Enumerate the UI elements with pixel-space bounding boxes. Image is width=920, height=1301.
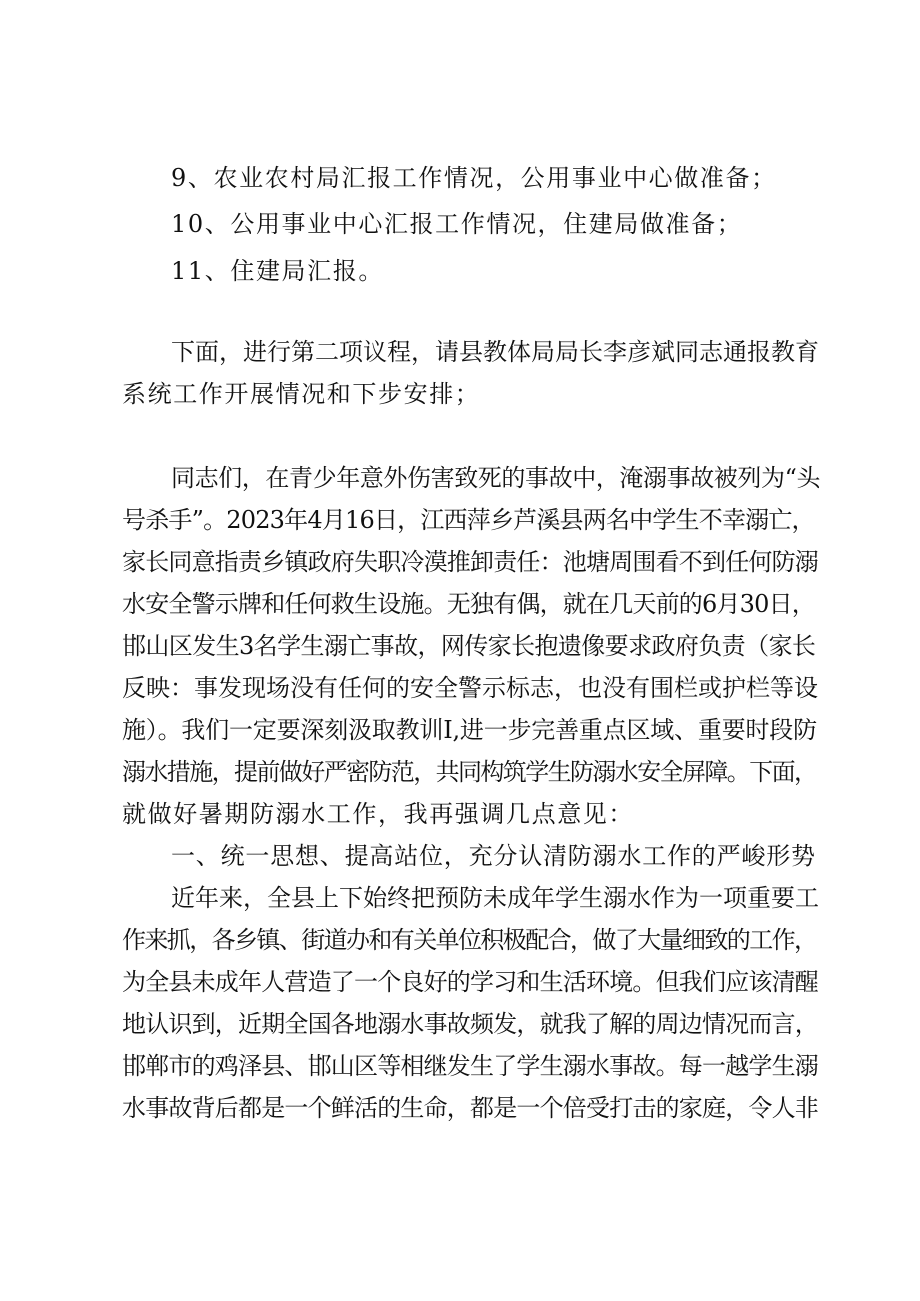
paragraph-line: 家长同意指责乡镇政府失职冷漠推卸责任：池塘周围看不到任何防溺 [122,548,818,576]
paragraph-line: 近年来，全县上下始终把预防未成年学生溺水作为一项重要工 [171,884,819,912]
agenda-item-11: 11、住建局汇报。 [171,257,384,285]
paragraph-line: 系统工作开展情况和下步安排； [122,380,481,408]
paragraph-line: 同志们，在青少年意外伤害致死的事故中，淹溺事故被列为“头 [171,464,821,492]
paragraph-line: 施）。我们一定要深刻汲取教训I,进一步完善重点区域、重要时段防 [122,716,817,744]
paragraph-line: 号杀手”。2023年4月16日，江西萍乡芦溪县两名中学生不幸溺亡， [122,506,815,534]
paragraph-line: 溺水措施，提前做好严密防范，共同构筑学生防溺水安全屏障。下面， [122,758,817,786]
agenda-item-9: 9、农业农村局汇报工作情况，公用事业中心做准备； [171,164,777,192]
paragraph-line: 水事故背后都是一个鲜活的生命，都是一个倍受打击的家庭，令人非 [122,1094,818,1122]
paragraph-line: 水安全警示牌和任何救生设施。无独有偶，就在几天前的6月30日， [122,590,816,618]
section-heading: 一、统一思想、提高站位，充分认清防溺水工作的严峻形势 [171,842,816,870]
paragraph-line: 邯山区发生3名学生溺亡事故，网传家长抱遗像要求政府负责（家长 [122,632,816,660]
agenda-item-10: 10、公用事业中心汇报工作情况，住建局做准备； [171,210,743,238]
paragraph-line: 反映：事发现场没有任何的安全警示标志，也没有围栏或护栏等设 [122,674,818,702]
paragraph-line: 邯郸市的鸡泽县、邯山区等相继发生了学生溺水事故。每一越学生溺 [122,1052,818,1080]
paragraph-line: 下面，进行第二项议程，请县教体局局长李彦斌同志通报教育 [171,338,819,366]
paragraph-line: 作来抓，各乡镇、街道办和有关单位积极配合，做了大量细致的工作， [122,926,817,954]
paragraph-line: 就做好暑期防溺水工作，我再强调几点意见： [122,800,634,828]
paragraph-line: 为全县未成年人营造了一个良好的学习和生活环境。但我们应该清醒 [122,968,818,996]
paragraph-line: 地认识到，近期全国各地溺水事故频发，就我了解的周边情况而言， [122,1010,818,1038]
